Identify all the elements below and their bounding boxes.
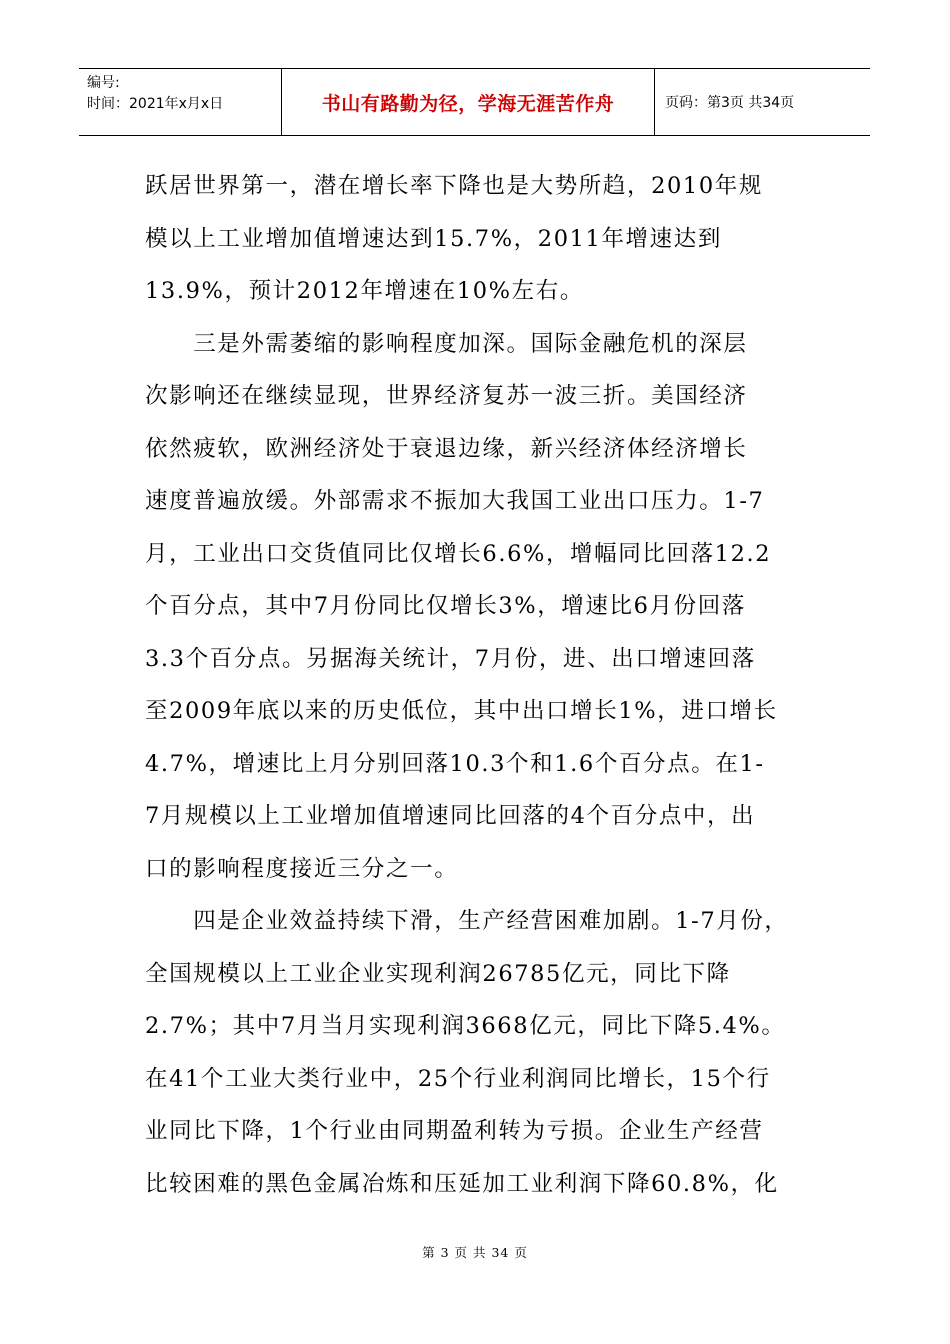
body-line: 四是企业效益持续下滑，生产经营困难加剧。1-7月份， [145, 908, 789, 934]
serial-number-label: 编号: [87, 75, 120, 91]
body-line: 在41个工业大类行业中，25个行业利润同比增长，15个行 [145, 1065, 771, 1092]
body-line: 比较困难的黑色金属冶炼和压延加工业利润下降60.8%，化 [145, 1170, 779, 1197]
body-line: 依然疲软，欧洲经济处于衰退边缘，新兴经济体经济增长 [145, 435, 748, 462]
body-line: 模以上工业增加值增速达到15.7%，2011年增速达到 [145, 225, 722, 252]
body-line: 全国规模以上工业企业实现利润26785亿元，同比下降 [145, 960, 731, 987]
header-motto: 书山有路勤为径，学海无涯苦作舟 [282, 69, 655, 135]
body-line: 3.3个百分点。另据海关统计，7月份，进、出口增速回落 [145, 645, 756, 672]
body-line: 7月规模以上工业增加值增速同比回落的4个百分点中，出 [145, 803, 756, 829]
body-line: 速度普遍放缓。外部需求不振加大我国工业出口压力。1-7 [145, 488, 765, 514]
body-line: 跃居世界第一，潜在增长率下降也是大势所趋，2010年规 [145, 173, 763, 199]
body-line: 个百分点，其中7月份同比仅增长3%，增速比6月份回落 [145, 593, 746, 619]
header-meta [79, 69, 282, 135]
body-line: 三是外需萎缩的影响程度加深。国际金融危机的深层 [145, 330, 748, 357]
page-header [79, 68, 870, 136]
header-page-number: 页码：第3页 共34页 [665, 95, 795, 111]
body-line: 至2009年底以来的历史低位，其中出口增长1%，进口增长 [145, 698, 778, 724]
body-line: 13.9%，预计2012年增速在10%左右。 [145, 278, 584, 304]
body-line: 月，工业出口交货值同比仅增长6.6%，增幅同比回落12.2 [145, 540, 772, 567]
body-text [145, 160, 805, 1210]
body-line: 次影响还在继续显现，世界经济复苏一波三折。美国经济 [145, 383, 748, 409]
body-line: 4.7%，增速比上月分别回落10.3个和1.6个百分点。在1- [145, 750, 765, 777]
body-line: 2.7%；其中7月当月实现利润3668亿元，同比下降5.4%。 [145, 1013, 786, 1039]
body-line: 口的影响程度接近三分之一。 [145, 855, 459, 882]
page-footer: 第 3 页 共 34 页 [422, 1245, 528, 1260]
time-label: 时间：2021年x月x日 [87, 96, 224, 112]
body-line: 业同比下降，1个行业由同期盈利转为亏损。企业生产经营 [145, 1118, 764, 1144]
